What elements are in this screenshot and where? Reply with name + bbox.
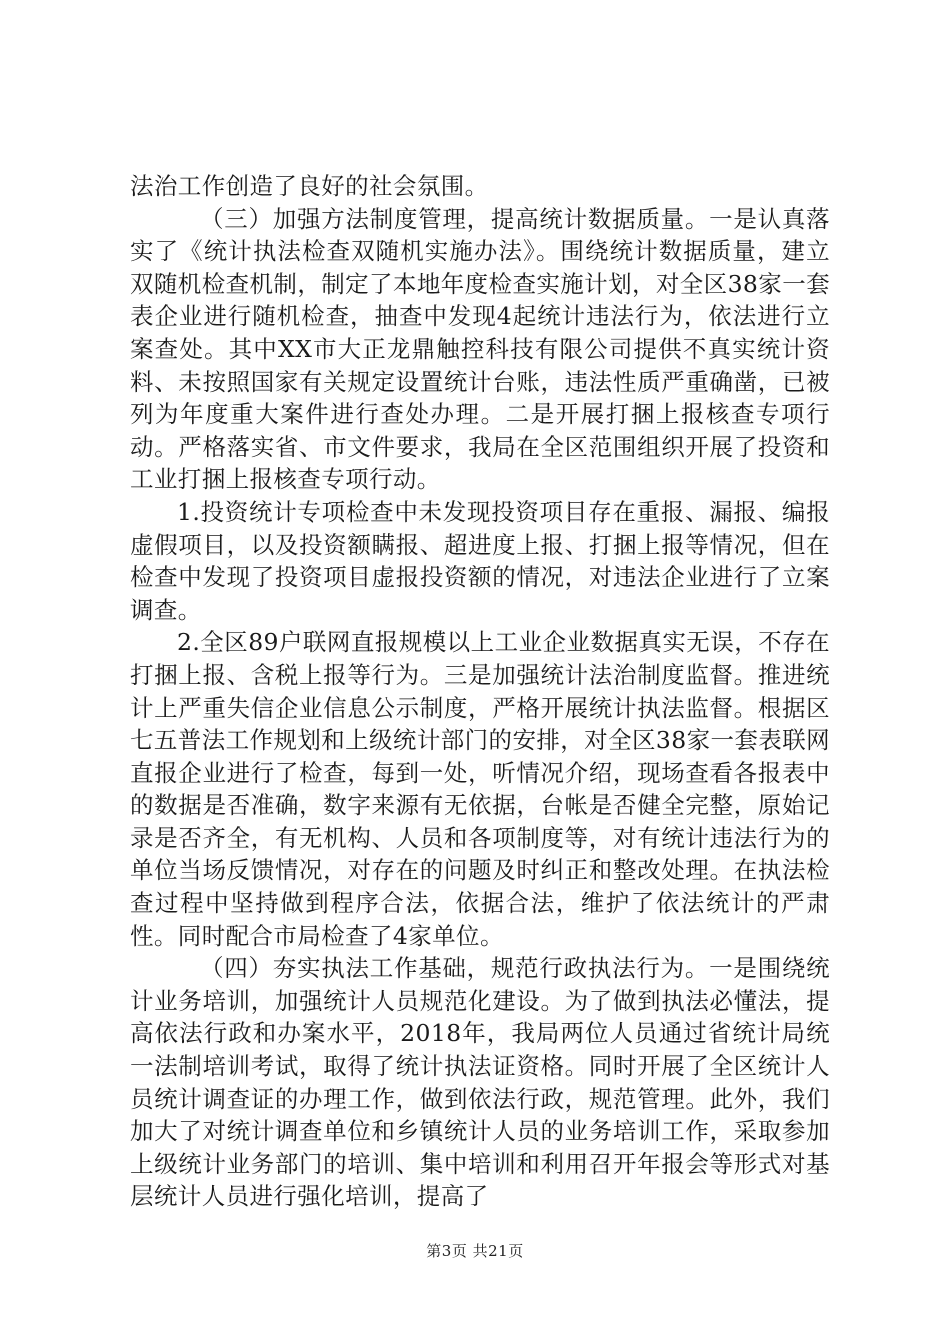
paragraph-section-3: （三）加强方法制度管理，提高统计数据质量。一是认真落实了《统计执法检查双随机实施办法》。围绕统计数据质量，建立双随机检查机制，制定了本地年度检查实施计划，对全区38家一套表企业进行随机检查，抽查中发现4起统计违法行为，依法进行立案查处。其中XX市大正龙鼎触控科技有限公司提供不真实统计资料、未按照国家有关规定设置统计台账，违法性质严重确凿，已被列为年度重大案件进行查处办理。二是开展打捆上报核查专项行动。严格落实省、市文件要求，我局在全区范围组织开展了投资和工业打捆上报核查专项行动。 (130, 204, 830, 494)
document-body (130, 170, 830, 1213)
paragraph-section-4: （四）夯实执法工作基础，规范行政执法行为。一是围绕统计业务培训，加强统计人员规范化建设。为了做到执法必懂法，提高依法行政和办案水平，2018年，我局两位人员通过省统计局统一法制培训考试，取得了统计执法证资格。同时开展了全区统计人员统计调查证的办理工作，做到依法行政，规范管理。此外，我们加大了对统计调查单位和乡镇统计人员的业务培训工作，采取参加上级统计业务部门的培训、集中培训和利用召开年报会等形式对基层统计人员进行强化培训，提高了 (130, 954, 830, 1211)
page-number-footer: 第3页 共21页 (426, 1242, 524, 1260)
paragraph-item-1: 1.投资统计专项检查中未发现投资项目存在重报、漏报、编报虚假项目，以及投资额瞒报、超进度上报、打捆上报等情况，但在检查中发现了投资项目虚报投资额的情况，对违法企业进行了立案调查。 (130, 497, 830, 624)
paragraph-item-2: 2.全区89户联网直报规模以上工业企业数据真实无误，不存在打捆上报、含税上报等行为。三是加强统计法治制度监督。推进统计上严重失信企业信息公示制度，严格开展统计执法监督。根据区七五普法工作规划和上级统计部门的安排，对全区38家一套表联网直报企业进行了检查，每到一处，听情况介绍，现场查看各报表中的数据是否准确，数字来源有无依据，台帐是否健全完整，原始记录是否齐全，有无机构、人员和各项制度等，对有统计违法行为的单位当场反馈情况，对存在的问题及时纠正和整改处理。在执法检查过程中坚持做到程序合法，依据合法，维护了依法统计的严肃性。同时配合市局检查了4家单位。 (130, 628, 830, 950)
paragraph-continuation: 法治工作创造了良好的社会氛围。 (130, 172, 489, 200)
